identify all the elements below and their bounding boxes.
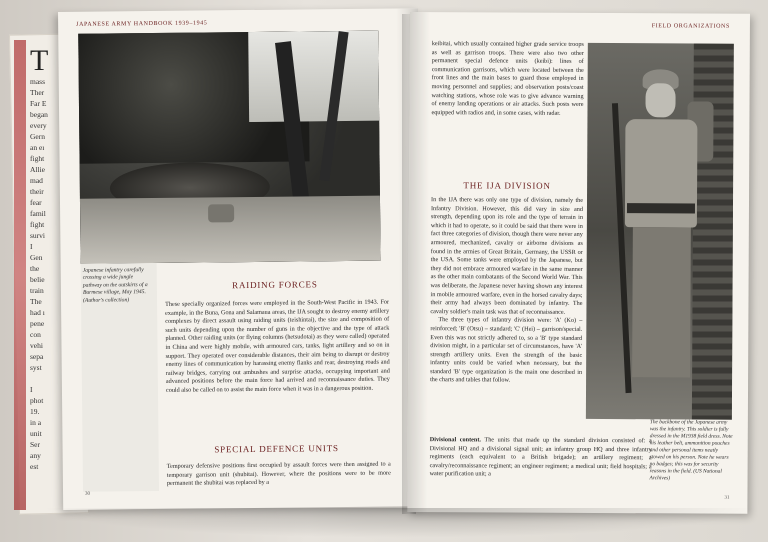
underlying-text-line: mad (30, 176, 43, 185)
ija-division-body (430, 196, 583, 386)
right-page (407, 12, 750, 514)
raiding-forces-heading: RAIDING FORCES (232, 279, 318, 291)
infantry-soldier-photo (586, 43, 734, 420)
underlying-text-line: I (30, 242, 33, 251)
underlying-text-line: belie (30, 275, 45, 284)
underlying-text-line: began (30, 110, 48, 119)
underlying-text-line: fight (30, 220, 45, 229)
underlying-text-line: in a (30, 418, 42, 427)
running-head-left: JAPANESE ARMY HANDBOOK 1939–1945 (76, 20, 208, 28)
page-number-right: 31 (724, 495, 730, 501)
underlying-text-line: phot (30, 396, 44, 405)
underlying-text-line: their (30, 187, 44, 196)
dropcap-letter: T (30, 46, 49, 76)
underlying-text-line: Ser (30, 440, 40, 449)
underlying-text-line: I (30, 385, 33, 394)
divisional-content-label: Divisional content. (429, 436, 481, 444)
underlying-text-line: Gern (30, 132, 45, 141)
special-defence-heading: SPECIAL DEFENCE UNITS (214, 443, 339, 455)
underlying-text-line: fear (30, 198, 42, 207)
photo-soldier-head (645, 83, 675, 117)
photo-sack (208, 204, 234, 222)
photo-wall (692, 43, 734, 419)
special-defence-body: Temporary defensive positions first occupied by assault forces were then assigned to a temporary garrison unit (shubitai). However, where the positions were to be more permanent the shubitai was replaced by a (166, 460, 391, 488)
page-number-left: 30 (85, 491, 91, 497)
underlying-text-line: con (30, 330, 41, 339)
divisional-content-body (430, 436, 652, 480)
photo-soldier-belt (627, 203, 695, 213)
underlying-text-line: The (30, 297, 42, 306)
underlying-text-line: vehi (30, 341, 43, 350)
ija-paragraph-1: In the IJA there was only one type of division, namely the Infantry Division. However, this did vary in size and strength, depending upon its role and the type of terrain in which it had to operate, so it could be said that there were in fact three categories of division, though there were never any armoured, mechanized, cavalry or airborne divisions as found in the armies of Great Britain, Germany, the USSR or the USA. Some tanks were employed by the Japanese, but they did not embrace armoured warfare in the same manner as the other main combatants of the Second World War. This was deliberate, the Japanese never having shown any interest in mobile armoured warfare, even in the horsed cavalry days; their army had always been dominated by infantry. The cavalry soldier's main task was that of reconnaissance. (430, 196, 584, 316)
underlying-text-line: train (30, 286, 44, 295)
underlying-text-line: Far E (30, 99, 47, 108)
underlying-text-line: famil (30, 209, 46, 218)
divisional-content-text: The units that made up the standard division consisted of: a Divisional HQ and a divisional signal unit; an infantry group HQ and three infantry regiments (each equivalent to a British brigade); an artillery regiment; a cavalry/reconnaissance regiment; an engineer regiment; a medical unit; field hospitals; a water purification unit; a (429, 436, 652, 478)
underlying-text-line: Allie (30, 165, 45, 174)
underlying-text-line: syst (30, 363, 42, 372)
left-photo-caption: Japanese infantry carefully crossing a wide jungle pathway on the outskirts of a Burmese village, May 1945. (Author's collection) (82, 267, 148, 304)
underlying-book-edge (14, 40, 26, 510)
underlying-text-line: any (30, 451, 41, 460)
ija-division-heading: THE IJA DIVISION (463, 180, 551, 191)
raiding-forces-body: These specially organized forces were employed in the South-West Pacific in 1943. For example, in the Buna, Gona and Salamaua areas, the IJA sought to destroy enemy artillery complexes by direct assault using raiding units (teishintai), the size and composition of such units depending upon the number of guns in the objective and the type of attack planned. Other raiding units (or flying columns (hetsudotai) as they were called) operated in China and were highly mobile, with armoured cars, tanks, light artillery and so on in support. They operated over considerable distances, their aim being to disrupt or destroy enemy lines of communication by harassing enemy flanks and rear, destroying roads and railway bridges, carrying out ambushes and surprise attacks, occupying important and advanced positions before the main force had arrived and reconnaissance duties. They could also be called on to assist the main force when it was in a dangerous position. (165, 298, 390, 394)
ija-paragraph-2: The three types of infantry division were: 'A' (Ko) – reinforced; 'B' (Otsu) – standard; 'C' (Hei) – garrison/special. Even this was not strictly adhered to, so a 'B' type standard division might, in a particular set of circumstances, have 'A' strength artillery units. Even the strength of the basic infantry units could be varied when necessary, but the standard 'B' type organization is the main one described in the charts and tables that follow. (430, 316, 583, 384)
underlying-text-line: sepa (30, 352, 44, 361)
underlying-text-line: unit (30, 429, 42, 438)
running-head-right: FIELD ORGANIZATIONS (651, 23, 730, 30)
underlying-text-line: Gen (30, 253, 43, 262)
underlying-text-line: the (30, 264, 40, 273)
photo-sky (248, 31, 379, 122)
right-photo-caption: The backbone of the Japanese army was the infantry. This soldier is fully dressed in the M1938 field dress. Note his leather belt, ammunition pouches and other personal items neatly stowed on his person. Note he wears no badges; this was for security reasons in the field. (US National Archives) (649, 419, 733, 482)
underlying-text-line: an eı (30, 143, 45, 152)
left-page (58, 8, 423, 510)
underlying-text-line: pene (30, 319, 45, 328)
jungle-village-photo (78, 31, 380, 264)
underlying-text-line: est (30, 462, 39, 471)
underlying-text-line: Ther (30, 88, 45, 97)
underlying-text-line: 19. (30, 407, 40, 416)
underlying-text-line: survi (30, 231, 45, 240)
underlying-text-line: had ı (30, 308, 45, 317)
underlying-text-line: fight (30, 154, 45, 163)
photo-soldier-legs (632, 227, 691, 377)
underlying-text-line: mass (30, 77, 45, 86)
book-shadow (40, 508, 760, 538)
underlying-text-line: every (30, 121, 47, 130)
keibitai-body: keibitai, which usually contained higher grade service troops as well as garrison troops. There were also two other permanent special defence units (keibi): lines of communication garrisons, which were located between the front lines and the main bases to guard those employed in moving personnel and supplies; and observation posts/coast watching stations, whose role was to give advance warning of enemy landing operations or air attacks. Such posts were equipped with radios and, in some cases, with radar. (431, 40, 584, 117)
